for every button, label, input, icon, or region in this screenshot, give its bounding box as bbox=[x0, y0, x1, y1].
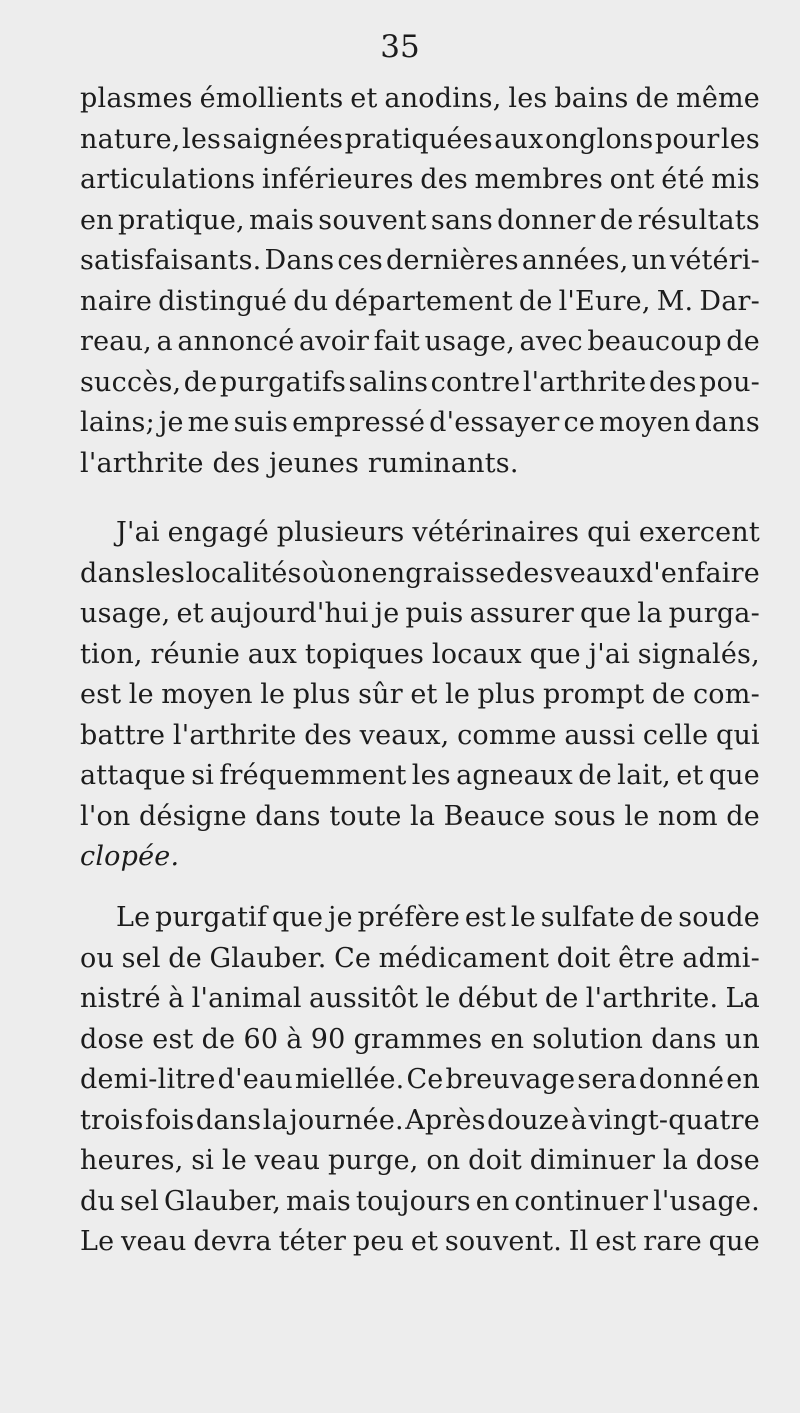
paragraph-1 bbox=[80, 79, 760, 484]
text-line: est le moyen le plus sûr et le plus prompt de com- bbox=[80, 679, 760, 710]
text-line: articulations inférieures des membres ont été mis bbox=[80, 164, 760, 195]
text-line: battre l'arthrite des veaux, comme aussi celle qui bbox=[80, 719, 760, 751]
text-line: dose est de 60 à 90 grammes en solution dans un bbox=[80, 1023, 760, 1055]
text-line: J'ai engagé plusieurs vétérinaires qui exercent bbox=[116, 517, 760, 548]
text-line: usage, et aujourd'hui je puis assurer que la purga- bbox=[80, 598, 760, 629]
text-line: Le veau devra téter peu et souvent. Il est rare que bbox=[80, 1226, 760, 1257]
text-line: l'arthrite des jeunes ruminants. bbox=[80, 447, 519, 479]
paragraph-2 bbox=[80, 513, 760, 878]
text-line: trois fois dans la journée. Après douze à vingt-quatre bbox=[80, 1104, 760, 1136]
text-line: Le purgatif que je préfère est le sulfate de soude bbox=[116, 902, 760, 933]
text-line-italic: clopée. bbox=[80, 841, 180, 872]
page-number: 35 bbox=[380, 29, 420, 65]
text-line: nistré à l'animal aussitôt le début de l'arthrite. La bbox=[80, 983, 760, 1014]
text-line: attaque si fréquemment les agneaux de lait, et que bbox=[80, 760, 760, 791]
text-line: l'on désigne dans toute la Beauce sous le nom de bbox=[80, 800, 760, 832]
text-line: succès, de purgatifs salins contre l'arthrite des pou- bbox=[80, 366, 760, 398]
text-line: nature, les saignées pratiquées aux onglons pour les bbox=[80, 123, 760, 155]
text-line: lains; je me suis empressé d'essayer ce moyen dans bbox=[80, 407, 760, 438]
text-line: demi-litre d'eau miellée. Ce breuvage sera donné en bbox=[80, 1064, 760, 1095]
text-line: du sel Glauber, mais toujours en continuer l'usage. bbox=[80, 1185, 760, 1217]
text-line: dans les localités où on engraisse des veaux d'en faire bbox=[80, 557, 760, 589]
text-line: plasmes émollients et anodins, les bains de même bbox=[80, 83, 760, 114]
text-line: tion, réunie aux topiques locaux que j'ai signalés, bbox=[80, 638, 760, 670]
text-line: en pratique, mais souvent sans donner de résultats bbox=[80, 204, 760, 236]
text-line: reau, a annoncé avoir fait usage, avec beaucoup de bbox=[80, 326, 760, 357]
text-line: naire distingué du département de l'Eure, M. Dar- bbox=[80, 285, 760, 317]
paragraph-3 bbox=[80, 898, 760, 1263]
text-line: satisfaisants. Dans ces dernières années, un vétéri- bbox=[80, 245, 760, 276]
text-line: ou sel de Glauber. Ce médicament doit être admi- bbox=[80, 942, 760, 974]
text-line: heures, si le veau purge, on doit diminuer la dose bbox=[80, 1145, 760, 1176]
